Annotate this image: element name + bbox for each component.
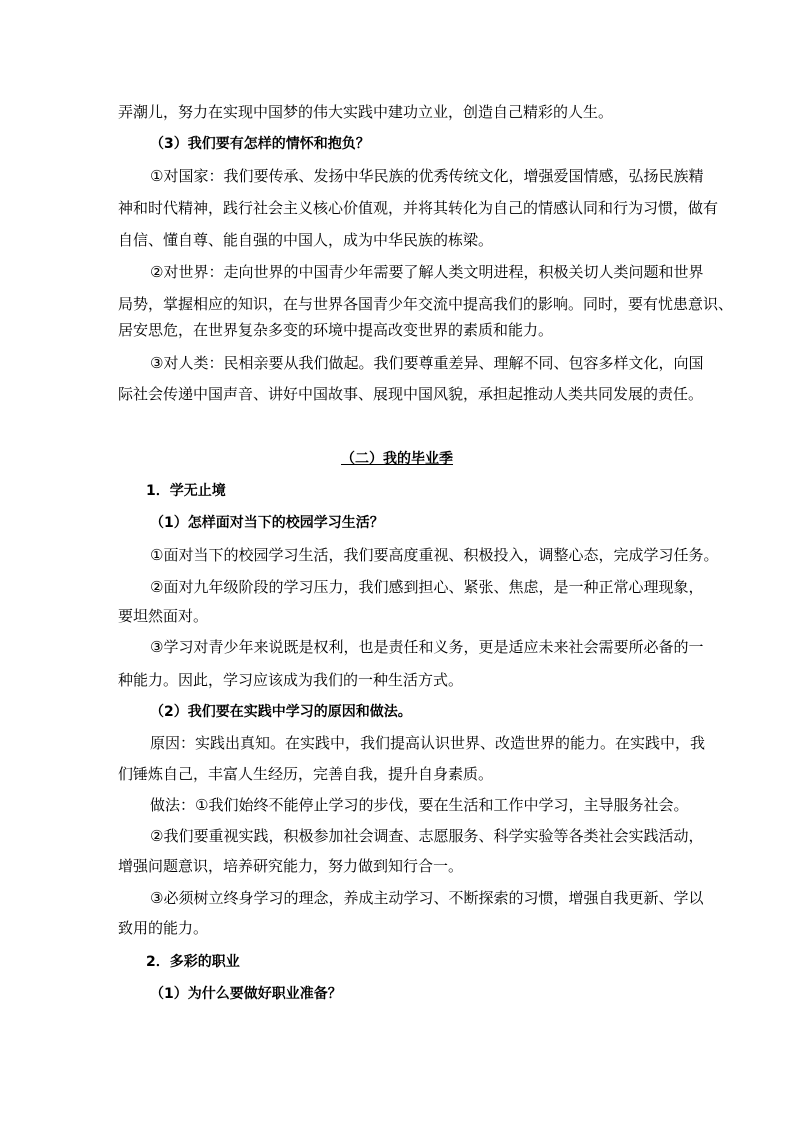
paragraph-line: 原因：实践出真知。在实践中，我们提高认识世界、改造世界的能力。在实践中，我 — [150, 734, 706, 752]
paragraph-line: 局势，掌握相应的知识，在与世界各国青少年交流中提高我们的影响。同时，要有忧患意识、 — [118, 295, 734, 313]
paragraph-line: ②面对九年级阶段的学习压力，我们感到担心、紧张、焦虑，是一种正常心理现象， — [150, 578, 704, 596]
paragraph-line: 致用的能力。 — [118, 919, 209, 937]
paragraph-line: 增强问题意识，培养研究能力，努力做到知行合一。 — [118, 857, 464, 875]
paragraph-line: 做法：①我们始终不能停止学习的步伐，要在生活和工作中学习，主导服务社会。 — [150, 796, 689, 814]
paragraph-line: 种能力。因此，学习应该成为我们的一种生活方式。 — [118, 671, 464, 689]
paragraph-line: 居安思危，在世界复杂多变的环境中提高改变世界的素质和能力。 — [118, 321, 554, 339]
subsection-heading: （1）为什么要做好职业准备？ — [150, 986, 342, 1002]
paragraph-line: 际社会传递中国声音、讲好中国故事、展现中国风貌，承担起推动人类共同发展的责任。 — [118, 385, 704, 403]
paragraph-line: 弄潮儿，努力在实现中国梦的伟大实践中建功立业，创造自己精彩的人生。 — [118, 103, 614, 121]
paragraph-line: 神和时代精神，践行社会主义核心价值观，并将其转化为自己的情感认同和行为习惯，做有 — [118, 199, 719, 217]
paragraph-line: ②对世界：走向世界的中国青少年需要了解人类文明进程，积极关切人类问题和世界 — [150, 263, 704, 281]
paragraph-line: ①对国家：我们要传承、发扬中华民族的优秀传统文化，增强爱国情感，弘扬民族精 — [150, 167, 704, 185]
subsection-heading: （2）我们要在实践中学习的原因和做法。 — [150, 704, 412, 720]
paragraph-line: ①面对当下的校园学习生活，我们要高度重视、积极投入，调整心态，完成学习任务。 — [150, 546, 719, 564]
paragraph-line: 们锤炼自己，丰富人生经历，完善自我，提升自身素质。 — [118, 765, 494, 783]
paragraph-line: ③必须树立终身学习的理念，养成主动学习、不断探索的习惯，增强自我更新、学以 — [150, 889, 704, 907]
paragraph-line: 自信、懂自尊、能自强的中国人，成为中华民族的栋梁。 — [118, 231, 494, 249]
paragraph-line: ③学习对青少年来说既是权利，也是责任和义务，更是适应未来社会需要所必备的一 — [150, 638, 704, 656]
section-title-text: （二）我的毕业季 — [341, 451, 453, 467]
section-heading: 1．学无止境 — [146, 483, 226, 499]
section-title — [0, 449, 794, 469]
subsection-heading: （1）怎样面对当下的校园学习生活？ — [150, 515, 384, 531]
section-heading: 2．多彩的职业 — [146, 954, 240, 970]
paragraph-line: ③对人类：民相亲要从我们做起。我们要尊重差异、理解不同、包容多样文化，向国 — [150, 354, 704, 372]
paragraph-line: ②我们要重视实践，积极参加社会调查、志愿服务、科学实验等各类社会实践活动， — [150, 827, 704, 845]
paragraph-line: 要坦然面对。 — [118, 607, 209, 625]
subsection-heading: （3）我们要有怎样的情怀和抱负？ — [150, 136, 370, 152]
